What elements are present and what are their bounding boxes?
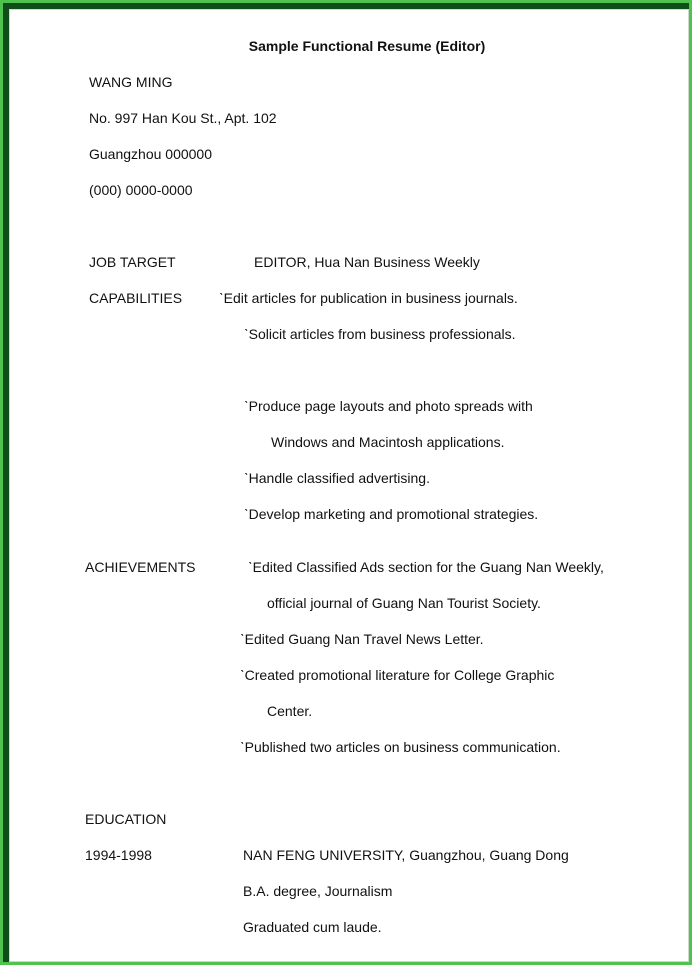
capabilities-label: CAPABILITIES	[89, 290, 183, 306]
achievement-item: ˋEdited Guang Nan Travel News Letter.	[240, 631, 484, 647]
achievement-item: ˋPublished two articles on business communication.	[240, 739, 561, 755]
achievements-label: ACHIEVEMENTS	[85, 559, 196, 575]
job-target-label: JOB TARGET	[89, 254, 176, 270]
achievement-item-continued: official journal of Guang Nan Tourist Society.	[267, 595, 541, 611]
capability-item: ˋSolicit articles from business professionals.	[244, 326, 516, 342]
contact-phone: (000) 0000-0000	[89, 182, 193, 198]
education-degree: B.A. degree, Journalism	[243, 883, 393, 899]
capability-item: ˋEdit articles for publication in business journals.	[219, 290, 518, 306]
contact-address: No. 997 Han Kou St., Apt. 102	[89, 110, 277, 126]
document-page	[9, 9, 689, 962]
achievement-item: ˋCreated promotional literature for College Graphic	[240, 667, 555, 683]
capability-item: ˋHandle classified advertising.	[244, 470, 430, 486]
education-years: 1994-1998	[85, 847, 152, 863]
education-label: EDUCATION	[85, 811, 167, 827]
contact-city: Guangzhou 000000	[89, 146, 212, 162]
capability-item-continued: Windows and Macintosh applications.	[271, 434, 505, 450]
achievement-item-continued: Center.	[267, 703, 313, 719]
job-target-value: EDITOR, Hua Nan Business Weekly	[254, 254, 480, 270]
education-honors: Graduated cum laude.	[243, 919, 382, 935]
education-school: NAN FENG UNIVERSITY, Guangzhou, Guang Dong	[243, 847, 569, 863]
achievement-item: ˋEdited Classified Ads section for the Guang Nan Weekly,	[248, 559, 604, 575]
capability-item: ˋProduce page layouts and photo spreads with	[244, 398, 533, 414]
capability-item: ˋDevelop marketing and promotional strategies.	[244, 506, 539, 522]
contact-name: WANG MING	[89, 74, 173, 90]
document-title: Sample Functional Resume (Editor)	[248, 38, 486, 54]
